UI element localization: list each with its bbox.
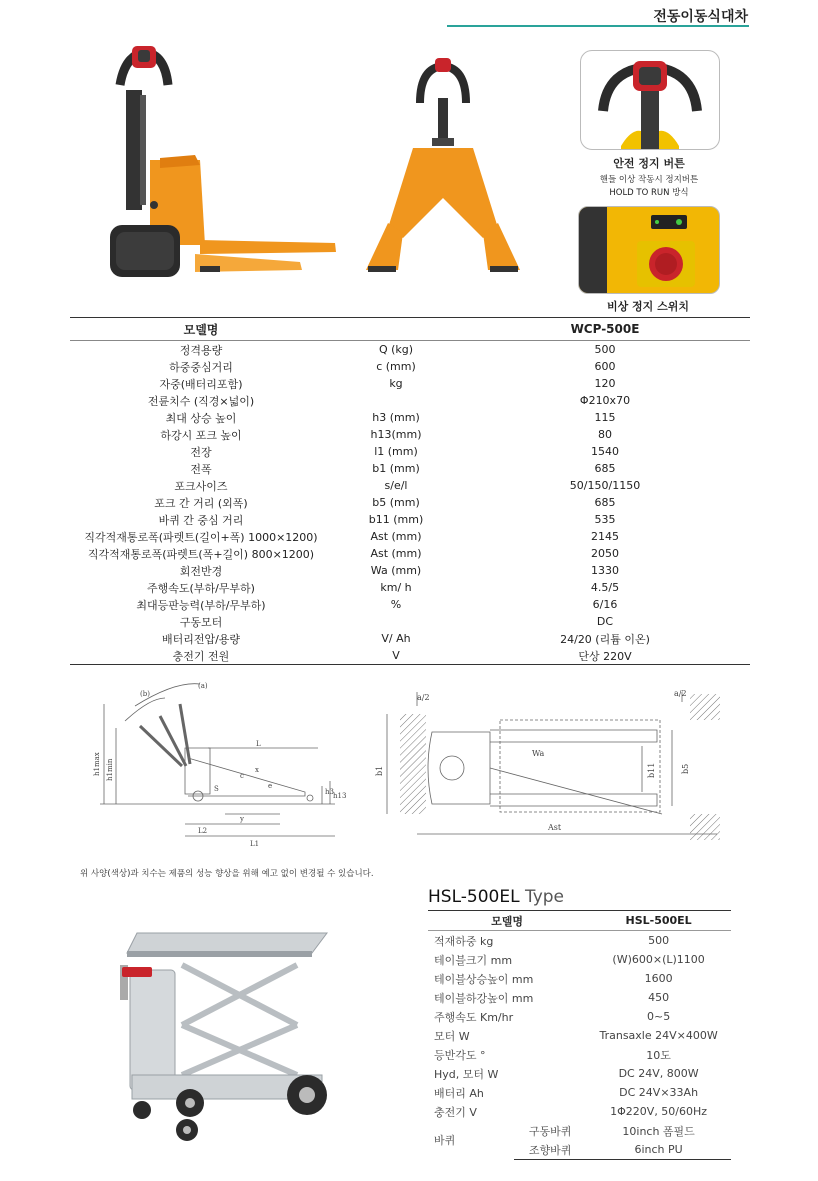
spec2-row bbox=[428, 1007, 731, 1026]
title-underline bbox=[447, 25, 749, 27]
spec2-row bbox=[428, 988, 731, 1007]
spec2-label: 배터리 Ah bbox=[434, 1086, 484, 1100]
label-a2-right: a/2 bbox=[674, 689, 687, 698]
label-y: y bbox=[240, 815, 244, 823]
spec-row bbox=[70, 477, 750, 494]
spec-row bbox=[70, 511, 750, 528]
spec2-value: 1600 bbox=[644, 972, 673, 985]
spec2-value: 0~5 bbox=[647, 1010, 671, 1023]
spec2-value: DC 24V, 800W bbox=[618, 1067, 699, 1080]
spec2-row bbox=[428, 1045, 731, 1064]
label-x: x bbox=[255, 766, 259, 774]
spec-row bbox=[70, 392, 750, 409]
spec-label: 자중(배터리포함) bbox=[159, 377, 243, 391]
spec-unit: kg bbox=[389, 377, 403, 390]
spec-unit: b5 (mm) bbox=[372, 496, 420, 509]
pallet-truck-front-photo bbox=[358, 48, 528, 280]
spec-unit: c (mm) bbox=[376, 360, 416, 373]
spec-change-note: 위 사양(색상)과 치수는 제품의 성능 향상을 위해 예고 없이 변경될 수 있습니다. bbox=[80, 869, 374, 879]
top-view-drawing bbox=[372, 684, 724, 844]
spec-label: 전륜치수 (직경×넓이) bbox=[147, 394, 255, 408]
spec2-row bbox=[428, 950, 731, 969]
spec-label: 하중중심거리 bbox=[169, 360, 233, 374]
spec2-row bbox=[428, 1083, 731, 1102]
spec2-label: Hyd, 모터 W bbox=[434, 1067, 499, 1081]
spec-label: 직각적재통로폭(파렛트(길이+폭) 1000×1200) bbox=[84, 530, 318, 544]
spec-row bbox=[70, 460, 750, 477]
hsl-title bbox=[428, 887, 564, 907]
spec-header-model: WCP-500E bbox=[460, 318, 750, 341]
spec2-header-label: 모델명 bbox=[428, 911, 586, 931]
spec-header-label: 모델명 bbox=[70, 318, 332, 341]
emergency-switch-title: 비상 정지 스위치 bbox=[606, 300, 690, 313]
spec2-label: 주행속도 Km/hr bbox=[434, 1010, 514, 1024]
spec-value: 24/20 (리튬 이온) bbox=[560, 632, 650, 646]
spec2-wheel-row bbox=[428, 1121, 731, 1140]
spec-unit: % bbox=[390, 598, 402, 611]
safety-stop-desc-1: 핸들 이상 작동시 정지버튼 bbox=[599, 175, 699, 185]
spec-label: 주행속도(부하/무부하) bbox=[147, 581, 255, 595]
spec-row bbox=[70, 409, 750, 426]
spec-unit: s/e/l bbox=[384, 479, 408, 492]
spec-value: 2050 bbox=[591, 547, 619, 560]
spec2-row bbox=[428, 1102, 731, 1121]
spec-row bbox=[70, 545, 750, 562]
spec-value: 500 bbox=[594, 343, 616, 356]
spec-row bbox=[70, 443, 750, 460]
spec-value: 115 bbox=[594, 411, 616, 424]
spec-row bbox=[70, 579, 750, 596]
spec2-value: Transaxle 24V×400W bbox=[599, 1029, 718, 1042]
spec2-value: 450 bbox=[648, 991, 670, 1004]
spec-value: Φ210x70 bbox=[579, 394, 631, 407]
wcp-500e-spec-table bbox=[70, 317, 750, 665]
spec2-header-row bbox=[428, 911, 731, 931]
spec-unit: Ast (mm) bbox=[370, 547, 422, 560]
spec-row bbox=[70, 426, 750, 443]
spec2-wheel-label: 바퀴 bbox=[434, 1134, 456, 1148]
label-a-angle: (a) bbox=[198, 682, 208, 690]
spec-label: 포크 간 거리 (외폭) bbox=[154, 496, 248, 510]
spec-unit: h3 (mm) bbox=[372, 411, 420, 424]
safety-stop-title: 안전 정지 버튼 bbox=[613, 157, 685, 170]
spec-unit: Wa (mm) bbox=[370, 564, 422, 577]
spec2-value: 1Φ220V, 50/60Hz bbox=[610, 1105, 708, 1118]
spec-unit: l1 (mm) bbox=[374, 445, 418, 458]
spec2-label: 등반각도 ° bbox=[434, 1048, 486, 1062]
spec-value: 535 bbox=[594, 513, 616, 526]
label-S: S bbox=[214, 785, 219, 793]
spec-value: 단상 220V bbox=[460, 647, 750, 665]
label-L: L bbox=[256, 740, 261, 748]
spec2-row bbox=[428, 969, 731, 988]
spec-label: 구동모터 bbox=[179, 615, 223, 629]
spec-unit: V/ Ah bbox=[381, 632, 411, 645]
spec-label: 회전반경 bbox=[179, 564, 223, 578]
spec2-wheel-type: 조향바퀴 bbox=[514, 1140, 586, 1160]
spec-value: 685 bbox=[594, 496, 616, 509]
spec-row bbox=[70, 613, 750, 630]
hsl-500el-spec-table bbox=[428, 910, 731, 1160]
spec-label: 직각적재통로폭(파렛트(폭+길이) 800×1200) bbox=[87, 547, 315, 561]
spec-row bbox=[70, 358, 750, 375]
label-b11: b11 bbox=[647, 762, 656, 778]
label-h1min: h1min bbox=[106, 758, 114, 781]
spec-label: 충전기 전원 bbox=[70, 647, 332, 665]
spec-row bbox=[70, 630, 750, 647]
spec-label: 포크사이즈 bbox=[174, 479, 228, 493]
spec2-label: 테이블상승높이 mm bbox=[434, 972, 534, 986]
label-a2-left: a/2 bbox=[417, 693, 430, 702]
label-Ast: Ast bbox=[548, 823, 562, 832]
spec-unit: Q (kg) bbox=[378, 343, 414, 356]
spec2-wheel-value: 10inch 폼필드 bbox=[622, 1124, 695, 1138]
spec-header-row bbox=[70, 318, 750, 341]
label-b5: b5 bbox=[681, 763, 690, 774]
spec2-row bbox=[428, 931, 731, 951]
page-title: 전동이동식대차 bbox=[653, 9, 748, 25]
spec-unit: Ast (mm) bbox=[370, 530, 422, 543]
label-b1: b1 bbox=[375, 765, 384, 776]
spec-row bbox=[70, 341, 750, 359]
spec-label: 전장 bbox=[190, 445, 212, 459]
spec-row bbox=[70, 562, 750, 579]
spec-value: 80 bbox=[598, 428, 612, 441]
spec-value: 120 bbox=[594, 377, 616, 390]
spec-label: 하강시 포크 높이 bbox=[160, 428, 242, 442]
hsl-title-suffix: Type bbox=[524, 887, 564, 907]
label-h1max: h1max bbox=[93, 752, 101, 776]
spec-header-unit bbox=[332, 318, 460, 341]
spec2-value: 500 bbox=[648, 934, 670, 947]
label-h3: h3 bbox=[325, 788, 334, 796]
spec2-wheel-type: 구동바퀴 bbox=[528, 1124, 572, 1138]
spec2-label: 테이블크기 mm bbox=[434, 953, 513, 967]
spec-value: 2145 bbox=[591, 530, 619, 543]
spec2-label: 모터 W bbox=[434, 1029, 470, 1043]
label-c: c bbox=[240, 772, 244, 780]
label-e: e bbox=[268, 782, 273, 790]
label-L2: L2 bbox=[198, 827, 208, 835]
spec-row bbox=[70, 596, 750, 613]
label-h13: h13 bbox=[333, 792, 347, 800]
spec-unit: h13(mm) bbox=[370, 428, 422, 441]
spec-row bbox=[70, 647, 750, 665]
spec-label: 전폭 bbox=[190, 462, 212, 476]
hsl-title-main: HSL-500EL bbox=[428, 887, 520, 907]
spec-unit bbox=[332, 613, 460, 630]
spec-unit: V bbox=[332, 647, 460, 665]
spec-value: 1540 bbox=[591, 445, 619, 458]
emergency-switch-photo bbox=[578, 206, 720, 294]
spec-unit bbox=[332, 392, 460, 409]
label-Wa: Wa bbox=[532, 749, 545, 758]
spec2-value: (W)600×(L)1100 bbox=[612, 953, 705, 966]
spec2-label: 충전기 V bbox=[434, 1105, 477, 1119]
spec-value: 1330 bbox=[591, 564, 619, 577]
spec-value: 685 bbox=[594, 462, 616, 475]
spec2-header-model: HSL-500EL bbox=[586, 911, 731, 931]
side-view-drawing bbox=[90, 676, 352, 848]
spec2-value: 10도 bbox=[646, 1048, 671, 1062]
spec2-row bbox=[428, 1026, 731, 1045]
spec-label: 최대 상승 높이 bbox=[165, 411, 237, 425]
spec-label: 바퀴 간 중심 거리 bbox=[158, 513, 244, 527]
spec2-row bbox=[428, 1064, 731, 1083]
spec-unit: km/ h bbox=[380, 581, 412, 594]
spec-label: 최대등판능력(부하/무부하) bbox=[136, 598, 266, 612]
spec-value: 600 bbox=[594, 360, 616, 373]
spec-value: DC bbox=[596, 615, 614, 628]
scissor-lift-cart-photo bbox=[112, 925, 337, 1150]
spec2-wheel-value: 6inch PU bbox=[586, 1140, 731, 1160]
pallet-truck-side-photo bbox=[100, 40, 345, 285]
spec-unit: b11 (mm) bbox=[368, 513, 424, 526]
safety-stop-photo bbox=[580, 50, 720, 150]
safety-stop-desc-2: HOLD TO RUN 방식 bbox=[609, 188, 689, 198]
spec-row bbox=[70, 375, 750, 392]
spec-value: 50/150/1150 bbox=[569, 479, 641, 492]
spec-label: 배터리전압/용량 bbox=[161, 632, 241, 646]
spec-unit: b1 (mm) bbox=[372, 462, 420, 475]
spec-label: 정격용량 bbox=[179, 343, 223, 357]
spec2-label: 적재하중 kg bbox=[434, 934, 494, 948]
spec-row bbox=[70, 528, 750, 545]
spec2-label: 테이블하강높이 mm bbox=[434, 991, 534, 1005]
label-L1: L1 bbox=[250, 840, 260, 848]
spec-value: 4.5/5 bbox=[590, 581, 620, 594]
spec2-value: DC 24V×33Ah bbox=[619, 1086, 699, 1099]
spec-value: 6/16 bbox=[592, 598, 618, 611]
spec-row bbox=[70, 494, 750, 511]
label-b-angle: (b) bbox=[140, 690, 150, 698]
